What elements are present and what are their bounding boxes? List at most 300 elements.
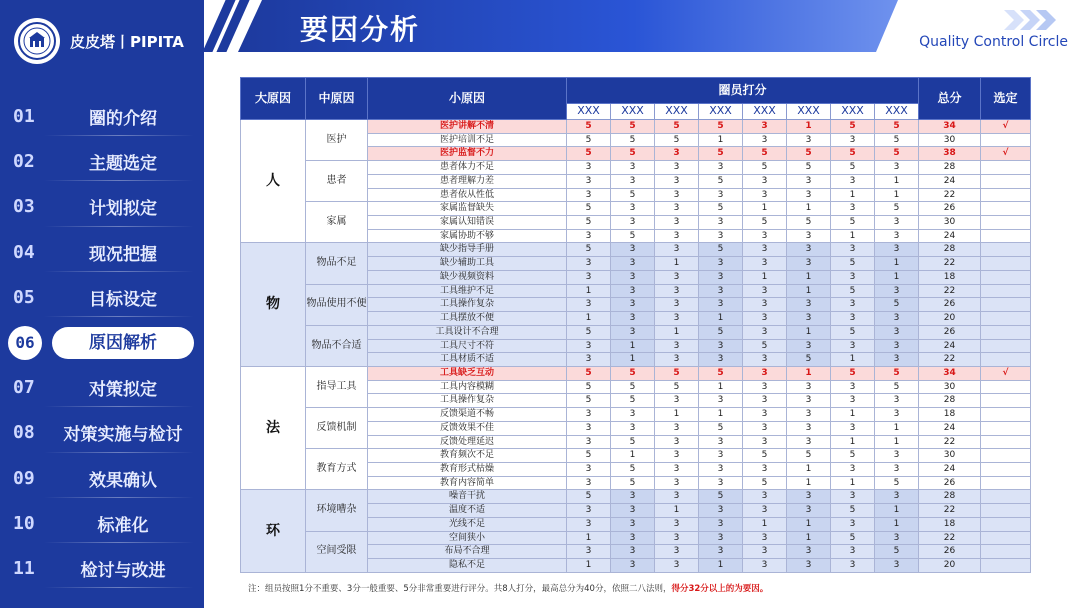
score-cell: 3: [787, 229, 831, 243]
score-cell: 3: [567, 339, 611, 353]
score-cell: 3: [743, 229, 787, 243]
score-cell: 3: [655, 202, 699, 216]
small-cause-cell: 工具材质不适: [368, 353, 567, 367]
score-cell: 5: [831, 216, 875, 230]
score-cell: 3: [699, 188, 743, 202]
score-cell: 5: [655, 380, 699, 394]
score-cell: 1: [655, 257, 699, 271]
score-cell: 3: [655, 421, 699, 435]
score-cell: 3: [655, 476, 699, 490]
score-cell: 3: [743, 133, 787, 147]
select-cell: [981, 449, 1031, 463]
small-cause-cell: 家属协助不够: [368, 229, 567, 243]
rater-header: XXX: [787, 104, 831, 120]
score-cell: 5: [743, 161, 787, 175]
score-cell: 5: [875, 133, 919, 147]
score-cell: 3: [831, 545, 875, 559]
small-cause-cell: 噪音干扰: [368, 490, 567, 504]
select-cell: [981, 284, 1031, 298]
nav-label: 主题选定: [89, 154, 157, 175]
score-cell: 1: [831, 188, 875, 202]
score-cell: 5: [611, 366, 655, 380]
score-cell: 3: [787, 257, 831, 271]
table-row: [241, 449, 1031, 463]
nav-label: 圈的介绍: [89, 109, 157, 130]
score-cell: 1: [611, 353, 655, 367]
score-cell: 3: [743, 243, 787, 257]
small-cause-cell: 医护讲解不清: [368, 120, 567, 134]
page-subtitle: Quality Control Circle: [919, 34, 1068, 50]
small-cause-cell: 缺少辅助工具: [368, 257, 567, 271]
score-cell: 3: [567, 298, 611, 312]
select-cell: [981, 257, 1031, 271]
small-cause-cell: 工具内容模糊: [368, 380, 567, 394]
score-cell: 3: [611, 545, 655, 559]
rater-header: XXX: [875, 104, 919, 120]
score-cell: 3: [567, 435, 611, 449]
select-cell: √: [981, 366, 1031, 380]
score-cell: 5: [831, 449, 875, 463]
score-cell: 3: [655, 490, 699, 504]
score-cell: 3: [831, 380, 875, 394]
score-cell: 3: [875, 353, 919, 367]
total-cell: 30: [919, 449, 981, 463]
total-cell: 22: [919, 257, 981, 271]
nav-number: 09: [13, 467, 35, 489]
score-cell: 3: [787, 504, 831, 518]
score-cell: 3: [787, 188, 831, 202]
nav-number: 11: [13, 557, 35, 579]
score-cell: 5: [743, 147, 787, 161]
score-cell: 3: [743, 462, 787, 476]
score-cell: 3: [567, 174, 611, 188]
score-cell: 5: [831, 504, 875, 518]
score-cell: 1: [875, 435, 919, 449]
score-cell: 5: [875, 298, 919, 312]
score-cell: 5: [699, 174, 743, 188]
score-cell: 3: [743, 504, 787, 518]
score-cell: 1: [831, 353, 875, 367]
score-cell: 5: [875, 380, 919, 394]
score-cell: 1: [611, 449, 655, 463]
nav-number: 06: [8, 326, 42, 360]
select-cell: [981, 394, 1031, 408]
score-cell: 3: [567, 517, 611, 531]
score-cell: 5: [699, 325, 743, 339]
score-cell: 3: [611, 421, 655, 435]
score-cell: 5: [699, 366, 743, 380]
nav-item[interactable]: [0, 184, 204, 229]
nav-divider: [44, 452, 194, 453]
score-cell: 3: [875, 284, 919, 298]
score-cell: 5: [875, 476, 919, 490]
score-cell: 3: [655, 147, 699, 161]
nav-divider: [44, 542, 194, 543]
total-cell: 26: [919, 476, 981, 490]
table-row: [241, 120, 1031, 134]
score-cell: 3: [831, 174, 875, 188]
total-cell: 22: [919, 531, 981, 545]
score-cell: 1: [787, 517, 831, 531]
nav-divider: [44, 316, 194, 317]
total-cell: 28: [919, 243, 981, 257]
col-header-select: 选定: [981, 78, 1031, 120]
nav-item[interactable]: [0, 230, 204, 275]
table-row: [241, 161, 1031, 175]
score-cell: 3: [611, 257, 655, 271]
score-cell: 3: [743, 325, 787, 339]
nav-item[interactable]: [0, 365, 204, 410]
score-cell: 5: [787, 353, 831, 367]
brand: [14, 18, 196, 64]
score-cell: 1: [875, 257, 919, 271]
score-cell: 1: [655, 325, 699, 339]
score-cell: 3: [655, 229, 699, 243]
score-cell: 1: [699, 380, 743, 394]
score-cell: 3: [655, 174, 699, 188]
score-cell: 1: [831, 476, 875, 490]
select-cell: [981, 270, 1031, 284]
nav-item[interactable]: [0, 320, 204, 365]
score-cell: 5: [875, 366, 919, 380]
score-cell: 1: [655, 504, 699, 518]
score-cell: 3: [831, 462, 875, 476]
sidebar: [0, 0, 204, 608]
select-cell: [981, 298, 1031, 312]
total-cell: 18: [919, 517, 981, 531]
mid-cause-cell: 教育方式: [306, 449, 368, 490]
total-cell: 26: [919, 298, 981, 312]
score-cell: 3: [787, 490, 831, 504]
score-cell: 5: [567, 147, 611, 161]
score-cell: 1: [567, 559, 611, 573]
score-cell: 3: [875, 449, 919, 463]
table-row: [241, 490, 1031, 504]
score-cell: 3: [611, 504, 655, 518]
score-cell: 5: [831, 325, 875, 339]
section-nav: [0, 94, 204, 591]
score-cell: 3: [699, 229, 743, 243]
score-cell: 3: [655, 216, 699, 230]
nav-label: 效果确认: [89, 470, 157, 491]
select-cell: [981, 188, 1031, 202]
small-cause-cell: 患者依从性低: [368, 188, 567, 202]
score-cell: 3: [655, 545, 699, 559]
score-cell: 5: [567, 380, 611, 394]
score-cell: 1: [787, 325, 831, 339]
mid-cause-cell: 物品不足: [306, 243, 368, 284]
score-cell: 3: [655, 353, 699, 367]
small-cause-cell: 布局不合理: [368, 545, 567, 559]
small-cause-cell: 患者体力不足: [368, 161, 567, 175]
score-cell: 3: [743, 531, 787, 545]
nav-item[interactable]: [0, 501, 204, 546]
score-cell: 3: [787, 133, 831, 147]
score-cell: 3: [831, 517, 875, 531]
score-cell: 5: [567, 243, 611, 257]
score-cell: 5: [655, 120, 699, 134]
score-cell: 3: [567, 462, 611, 476]
score-cell: 3: [787, 559, 831, 573]
score-cell: 5: [567, 394, 611, 408]
nav-item[interactable]: [0, 410, 204, 455]
score-cell: 3: [611, 559, 655, 573]
rater-header: XXX: [611, 104, 655, 120]
score-cell: 3: [787, 435, 831, 449]
score-cell: 3: [831, 312, 875, 326]
mid-cause-cell: 反馈机制: [306, 408, 368, 449]
total-cell: 28: [919, 161, 981, 175]
score-cell: 3: [567, 229, 611, 243]
score-cell: 1: [699, 133, 743, 147]
score-cell: 5: [743, 216, 787, 230]
total-cell: 18: [919, 408, 981, 422]
nav-item[interactable]: [0, 139, 204, 184]
score-cell: 5: [611, 133, 655, 147]
score-cell: 3: [567, 476, 611, 490]
select-cell: [981, 476, 1031, 490]
score-cell: 5: [567, 325, 611, 339]
total-cell: 20: [919, 559, 981, 573]
select-cell: [981, 504, 1031, 518]
score-cell: 3: [699, 257, 743, 271]
total-cell: 26: [919, 545, 981, 559]
score-cell: 3: [831, 243, 875, 257]
score-cell: 5: [699, 120, 743, 134]
small-cause-cell: 工具摆放不便: [368, 312, 567, 326]
score-cell: 5: [875, 120, 919, 134]
score-cell: 1: [567, 312, 611, 326]
small-cause-cell: 工具缺乏互动: [368, 366, 567, 380]
small-cause-cell: 隐私不足: [368, 559, 567, 573]
nav-divider: [44, 587, 194, 588]
total-cell: 22: [919, 284, 981, 298]
score-cell: 5: [611, 476, 655, 490]
select-cell: [981, 161, 1031, 175]
nav-number: 04: [13, 241, 35, 263]
score-cell: 5: [831, 257, 875, 271]
nav-divider: [44, 497, 194, 498]
score-cell: 3: [875, 339, 919, 353]
nav-label: 对策拟定: [89, 380, 157, 401]
rater-header: XXX: [743, 104, 787, 120]
select-cell: [981, 421, 1031, 435]
nav-divider: [44, 135, 194, 136]
score-cell: 1: [831, 408, 875, 422]
score-cell: 1: [875, 421, 919, 435]
score-cell: 3: [655, 449, 699, 463]
score-cell: 1: [875, 174, 919, 188]
score-cell: 5: [699, 490, 743, 504]
small-cause-cell: 反馈效果不佳: [368, 421, 567, 435]
select-cell: [981, 216, 1031, 230]
small-cause-cell: 缺少视频资料: [368, 270, 567, 284]
nav-label: 目标设定: [89, 289, 157, 310]
small-cause-cell: 医护监督不力: [368, 147, 567, 161]
score-cell: 3: [699, 531, 743, 545]
score-cell: 1: [787, 120, 831, 134]
score-cell: 3: [567, 545, 611, 559]
total-cell: 28: [919, 394, 981, 408]
score-cell: 3: [655, 394, 699, 408]
nav-number: 01: [13, 106, 35, 128]
score-cell: 3: [567, 161, 611, 175]
score-cell: 3: [655, 462, 699, 476]
score-cell: 3: [699, 476, 743, 490]
score-cell: 1: [743, 270, 787, 284]
score-cell: 3: [611, 284, 655, 298]
small-cause-cell: 温度不适: [368, 504, 567, 518]
nav-label: 计划拟定: [89, 199, 157, 220]
score-cell: 3: [743, 545, 787, 559]
select-cell: [981, 559, 1031, 573]
score-cell: 3: [655, 161, 699, 175]
score-cell: 1: [743, 202, 787, 216]
score-cell: 3: [743, 435, 787, 449]
score-cell: 3: [611, 174, 655, 188]
score-cell: 3: [787, 545, 831, 559]
small-cause-cell: 光线不足: [368, 517, 567, 531]
score-cell: 3: [699, 545, 743, 559]
score-cell: 5: [787, 216, 831, 230]
score-cell: 3: [831, 202, 875, 216]
score-cell: 3: [875, 408, 919, 422]
score-cell: 5: [611, 147, 655, 161]
nav-item[interactable]: [0, 275, 204, 320]
score-cell: 5: [611, 462, 655, 476]
score-cell: 1: [699, 559, 743, 573]
footnote-emphasis: 得分32分以上的为要因。: [671, 584, 769, 594]
score-cell: 1: [787, 462, 831, 476]
score-cell: 3: [875, 559, 919, 573]
total-cell: 24: [919, 462, 981, 476]
nav-item[interactable]: [0, 546, 204, 591]
rater-header: XXX: [655, 104, 699, 120]
score-cell: 3: [655, 531, 699, 545]
total-cell: 22: [919, 504, 981, 518]
score-cell: 3: [611, 270, 655, 284]
mid-cause-cell: 患者: [306, 161, 368, 202]
score-cell: 3: [743, 174, 787, 188]
score-cell: 5: [655, 366, 699, 380]
score-cell: 5: [831, 531, 875, 545]
score-cell: 3: [831, 298, 875, 312]
score-cell: 1: [787, 284, 831, 298]
table-row: [241, 531, 1031, 545]
score-cell: 1: [875, 188, 919, 202]
score-cell: 3: [743, 380, 787, 394]
total-cell: 24: [919, 421, 981, 435]
score-cell: 3: [743, 366, 787, 380]
small-cause-cell: 医护培训不足: [368, 133, 567, 147]
nav-item[interactable]: [0, 456, 204, 501]
select-cell: [981, 325, 1031, 339]
select-cell: [981, 435, 1031, 449]
small-cause-cell: 空间狭小: [368, 531, 567, 545]
score-cell: 3: [611, 298, 655, 312]
score-cell: 3: [743, 408, 787, 422]
score-cell: 3: [787, 298, 831, 312]
score-cell: 3: [699, 504, 743, 518]
score-cell: 3: [699, 462, 743, 476]
page-title: 要因分析: [300, 13, 421, 46]
nav-item[interactable]: [0, 94, 204, 139]
nav-label: 对策实施与检讨: [63, 425, 183, 446]
score-cell: 3: [611, 490, 655, 504]
select-cell: [981, 353, 1031, 367]
big-cause-cell: 环: [241, 490, 306, 572]
total-cell: 24: [919, 174, 981, 188]
score-cell: 1: [655, 408, 699, 422]
nav-number: 08: [13, 422, 35, 444]
small-cause-cell: 家属认知错误: [368, 216, 567, 230]
score-cell: 5: [831, 284, 875, 298]
nav-number: 05: [13, 286, 35, 308]
footnote: [248, 582, 768, 594]
score-cell: 5: [831, 366, 875, 380]
score-cell: 3: [875, 531, 919, 545]
score-cell: 3: [611, 325, 655, 339]
nav-number: 02: [13, 151, 35, 173]
score-cell: 3: [655, 312, 699, 326]
score-cell: 3: [743, 490, 787, 504]
score-cell: 5: [875, 545, 919, 559]
score-cell: 1: [567, 531, 611, 545]
score-cell: 3: [743, 353, 787, 367]
score-cell: 3: [655, 284, 699, 298]
score-cell: 1: [699, 312, 743, 326]
big-cause-cell: 物: [241, 243, 306, 366]
score-cell: 3: [655, 243, 699, 257]
brand-name: 皮皮塔丨PIPITA: [70, 32, 184, 51]
col-header-total: 总分: [919, 78, 981, 120]
mid-cause-cell: 物品使用不便: [306, 284, 368, 325]
table-row: [241, 243, 1031, 257]
nav-divider: [44, 226, 194, 227]
score-cell: 5: [567, 202, 611, 216]
nav-divider: [44, 180, 194, 181]
total-cell: 28: [919, 490, 981, 504]
score-cell: 5: [875, 202, 919, 216]
mid-cause-cell: 环境嘈杂: [306, 490, 368, 531]
score-cell: 3: [699, 435, 743, 449]
total-cell: 18: [919, 270, 981, 284]
mid-cause-cell: 医护: [306, 120, 368, 161]
score-cell: 3: [875, 325, 919, 339]
score-cell: 3: [611, 531, 655, 545]
score-cell: 3: [567, 421, 611, 435]
score-cell: 3: [831, 559, 875, 573]
total-cell: 20: [919, 312, 981, 326]
score-cell: 3: [655, 270, 699, 284]
score-cell: 3: [699, 339, 743, 353]
score-cell: 3: [699, 449, 743, 463]
table-row: [241, 325, 1031, 339]
score-cell: 3: [699, 353, 743, 367]
score-cell: 3: [655, 188, 699, 202]
score-cell: 1: [831, 435, 875, 449]
score-cell: 5: [831, 120, 875, 134]
select-cell: [981, 545, 1031, 559]
col-header-mid: 中原因: [306, 78, 368, 120]
mid-cause-cell: 物品不合适: [306, 325, 368, 366]
total-cell: 34: [919, 120, 981, 134]
rater-header: XXX: [699, 104, 743, 120]
total-cell: 30: [919, 133, 981, 147]
score-cell: 3: [655, 298, 699, 312]
total-cell: 22: [919, 435, 981, 449]
table-row: [241, 408, 1031, 422]
